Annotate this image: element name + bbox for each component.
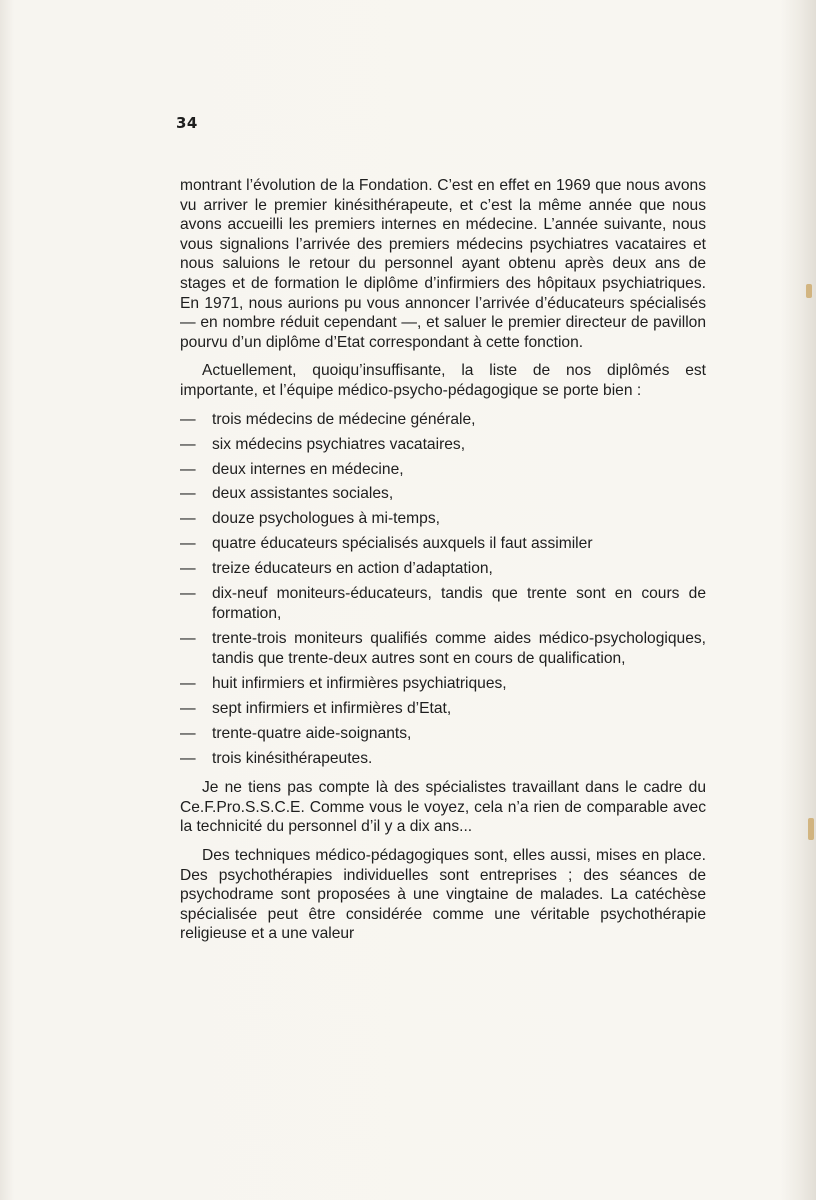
list-item: — deux internes en médecine, (180, 460, 404, 478)
list-dash: — (180, 535, 196, 553)
list-item: — sept infirmiers et infirmières d’Etat, (180, 699, 452, 717)
body-text (180, 176, 706, 953)
list-item: — trente-trois moniteurs qualifiés comme aides médico-psychologiques, tandis que trente-deux autres sont en cours de qualification, (180, 630, 706, 667)
paragraph: montrant l’évolution de la Fondation. C’est en effet en 1969 que nous avons vu arriver le premier kinésithérapeute, et c’est la même année que nous avons accueilli les premiers internes en médecine. L’année suivante, nous vous signalions l’arrivée des premiers médecins psychiatres vacataires et nous saluions le retour du personnel ayant obtenu après deux ans de stages et de formation le diplôme d’infirmiers des hôpitaux psychiatriques. En 1971, nous aurions pu vous annoncer l’arrivée d’éducateurs spécialisés — en nombre réduit cependant —, et saluer le premier directeur de pavillon pourvu d’un diplôme d’Etat correspondant à cette fonction. (180, 177, 706, 351)
staff-list (180, 410, 706, 769)
list-dash: — (180, 699, 196, 717)
list-dash: — (180, 630, 196, 647)
list-dash: — (180, 749, 196, 767)
paper-stain (808, 818, 814, 840)
list-item: — deux assistantes sociales, (180, 485, 394, 503)
paragraph: Actuellement, quoiqu’insuffisante, la liste de nos diplômés est importante, et l’équipe médico-psycho-pédagogique se porte bien : (180, 362, 706, 399)
list-dash: — (180, 410, 196, 428)
list-dash: — (180, 510, 196, 528)
list-item: — huit infirmiers et infirmières psychiatriques, (180, 674, 507, 692)
list-item: — trois kinésithérapeutes. (180, 749, 373, 767)
list-dash: — (180, 674, 196, 692)
list-dash: — (180, 435, 196, 453)
paragraph: Je ne tiens pas compte là des spécialistes travaillant dans le cadre du Ce.F.Pro.S.S.C.E. Comme vous le voyez, cela n’a rien de comparable avec la technicité du personnel d’il y a dix ans... (180, 779, 706, 836)
list-item: — trois médecins de médecine générale, (180, 410, 476, 428)
list-item: — dix-neuf moniteurs-éducateurs, tandis que trente sont en cours de formation, (180, 585, 706, 623)
list-dash: — (180, 460, 196, 478)
list-item: — douze psychologues à mi-temps, (180, 510, 440, 528)
list-dash: — (180, 585, 196, 603)
list-item: — six médecins psychiatres vacataires, (180, 435, 466, 453)
list-item: — quatre éducateurs spécialisés auxquels il faut assimiler (180, 535, 593, 553)
list-item: — treize éducateurs en action d’adaptation, (180, 560, 493, 578)
list-dash: — (180, 485, 196, 503)
page-number: 34 (176, 114, 198, 132)
list-dash: — (180, 560, 196, 578)
paragraph: Des techniques médico-pédagogiques sont, elles aussi, mises en place. Des psychothérapies individuelles sont entreprises ; des séances de psychodrame sont proposées à une vingtaine de malades. La catéchèse spécialisée peut être considérée comme une véritable psychothérapie religieuse et a une valeur (180, 846, 706, 943)
list-dash: — (180, 724, 196, 742)
paper-stain (806, 284, 812, 298)
list-item: — trente-quatre aide-soignants, (180, 724, 412, 742)
